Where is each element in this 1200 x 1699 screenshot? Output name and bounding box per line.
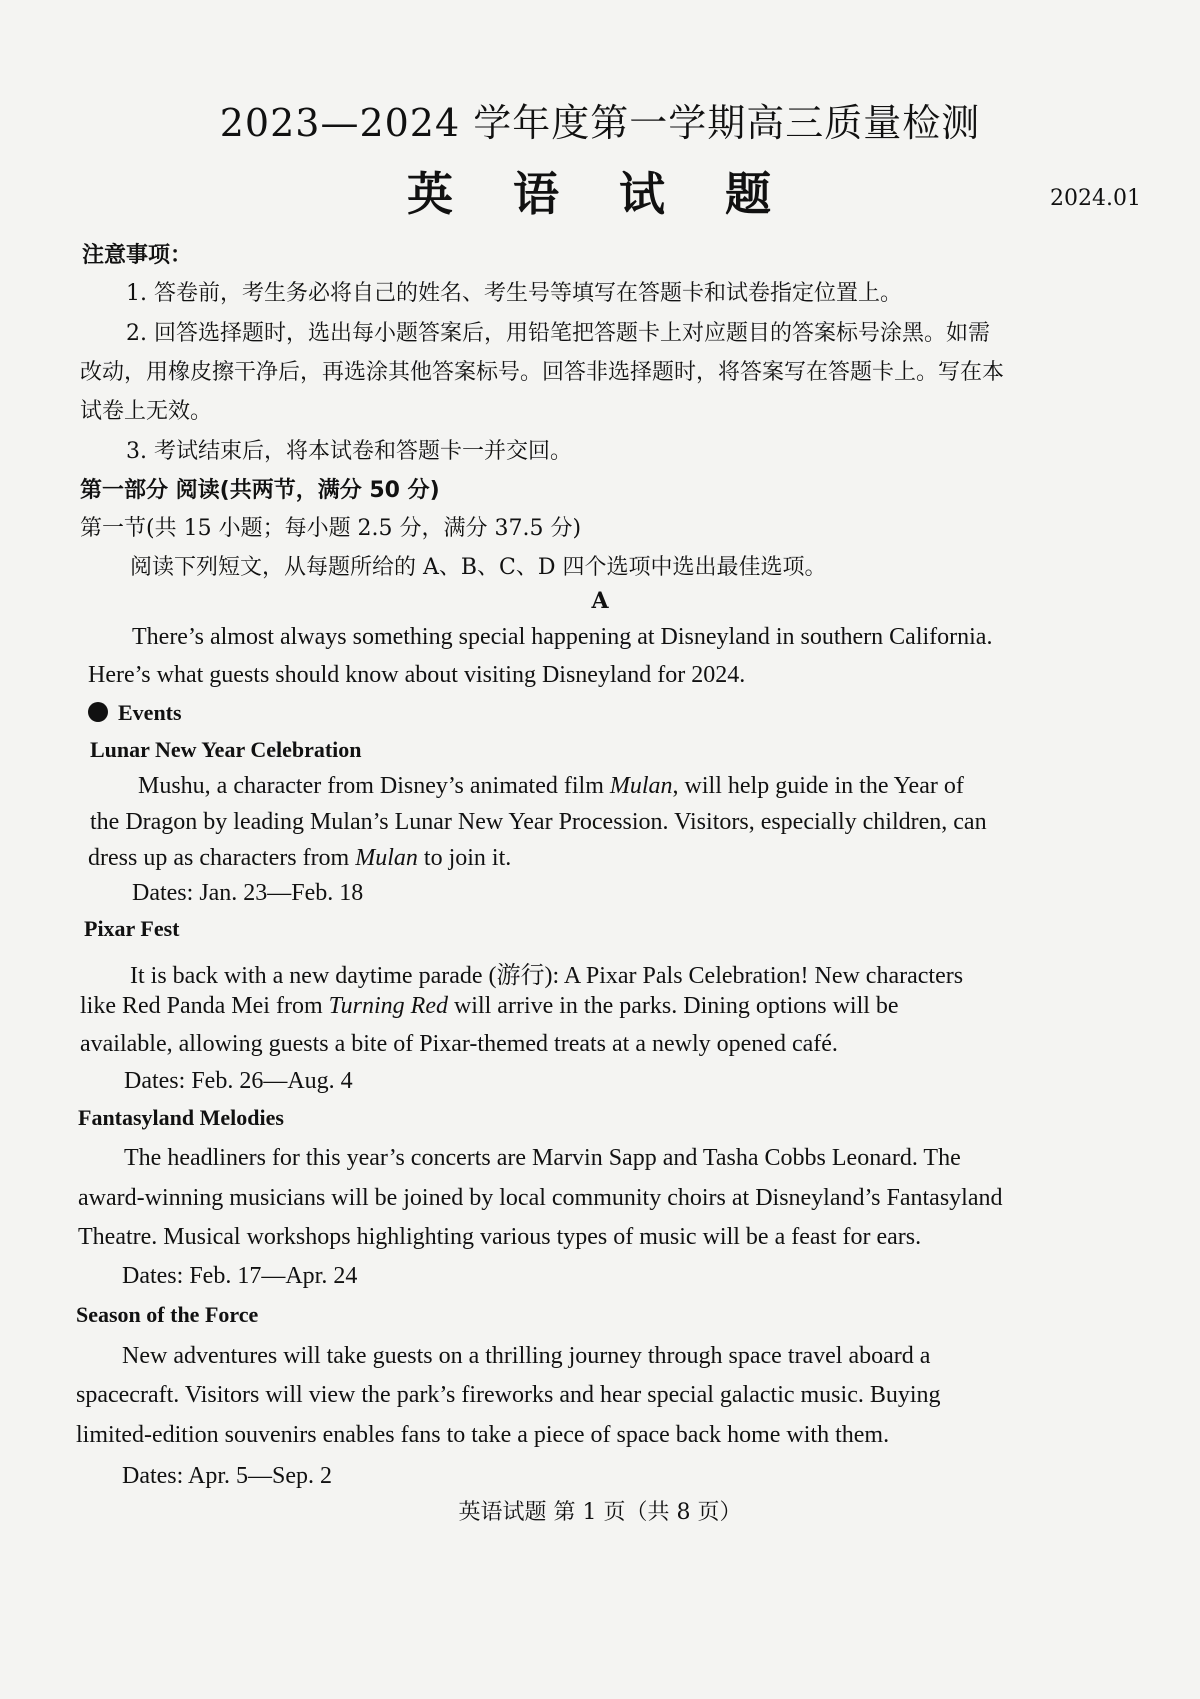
- exam-date: 2024.01: [1050, 186, 1141, 211]
- intro-line-2: Here’s what guests should know about visiting Disneyland for 2024.: [88, 662, 746, 688]
- event-text-line: limited-edition souvenirs enables fans to take a piece of space back home with them.: [76, 1422, 890, 1448]
- notice-item-3: 3. 考试结束后，将本试卷和答题卡一并交回。: [126, 439, 572, 464]
- notice-item-1: 1. 答卷前，考生务必将自己的姓名、考生号等填写在答题卡和试卷指定位置上。: [126, 281, 902, 306]
- notice-item-2-line-1: 2. 回答选择题时，选出每小题答案后，用铅笔把答题卡上对应题目的答案标号涂黑。如需: [126, 321, 990, 346]
- event-text-line: Theatre. Musical workshops highlighting various types of music will be a feast for ears.: [78, 1224, 922, 1250]
- notice-item-2-line-3: 试卷上无效。: [80, 399, 213, 424]
- event-text-line: Mushu, a character from Disney’s animated film Mulan, will help guide in the Year of: [138, 773, 964, 799]
- event-text-line: spacecraft. Visitors will view the park’s fireworks and hear special galactic music. Buying: [76, 1382, 941, 1408]
- event-dates: Dates: Feb. 17—Apr. 24: [122, 1263, 358, 1289]
- events-heading-label: Events: [118, 700, 182, 725]
- event-text-line: like Red Panda Mei from Turning Red will arrive in the parks. Dining options will be: [80, 993, 899, 1019]
- event-text-line: It is back with a new daytime parade (游行): A Pixar Pals Celebration! New characters: [130, 963, 964, 989]
- notice-heading: 注意事项：: [82, 243, 193, 268]
- event-title-fantasyland-melodies: Fantasyland Melodies: [78, 1105, 284, 1130]
- event-text-line: New adventures will take guests on a thrilling journey through space travel aboard a: [122, 1343, 931, 1369]
- event-text-line: the Dragon by leading Mulan’s Lunar New Year Procession. Visitors, especially children, can: [90, 809, 987, 835]
- event-title-season-of-the-force: Season of the Force: [76, 1302, 259, 1327]
- events-heading: [88, 700, 182, 726]
- section-heading: 第一节(共 15 小题；每小题 2.5 分，满分 37.5 分): [80, 516, 582, 541]
- event-dates: Dates: Apr. 5—Sep. 2: [122, 1463, 332, 1489]
- subject-title: 英 语 试 题: [406, 167, 794, 221]
- passage-letter: A: [591, 588, 609, 614]
- event-text-line: award-winning musicians will be joined by local community choirs at Disneyland’s Fantasyland: [78, 1185, 1003, 1211]
- event-text-line: available, allowing guests a bite of Pixar-themed treats at a newly opened café.: [80, 1031, 838, 1057]
- intro-line-1: There’s almost always something special happening at Disneyland in southern California.: [132, 624, 993, 650]
- event-text-line: The headliners for this year’s concerts are Marvin Sapp and Tasha Cobbs Leonard. The: [124, 1145, 961, 1171]
- page-footer: 英语试题 第 1 页（共 8 页）: [458, 1500, 742, 1525]
- event-text-line: dress up as characters from Mulan to join it.: [88, 845, 512, 871]
- part-heading: 第一部分 阅读(共两节，满分 50 分): [80, 478, 440, 503]
- event-dates: Dates: Jan. 23—Feb. 18: [132, 880, 364, 906]
- notice-item-2-line-2: 改动，用橡皮擦干净后，再选涂其他答案标号。回答非选择题时，将答案写在答题卡上。写在本: [80, 360, 1005, 385]
- section-instruction: 阅读下列短文，从每题所给的 A、B、C、D 四个选项中选出最佳选项。: [130, 555, 827, 580]
- bullet-icon: [88, 702, 108, 722]
- event-title-lunar-new-year: Lunar New Year Celebration: [90, 737, 362, 762]
- exam-title: 2023—2024 学年度第一学期高三质量检测: [219, 101, 981, 145]
- event-title-pixar-fest: Pixar Fest: [84, 916, 180, 941]
- event-dates: Dates: Feb. 26—Aug. 4: [124, 1068, 353, 1094]
